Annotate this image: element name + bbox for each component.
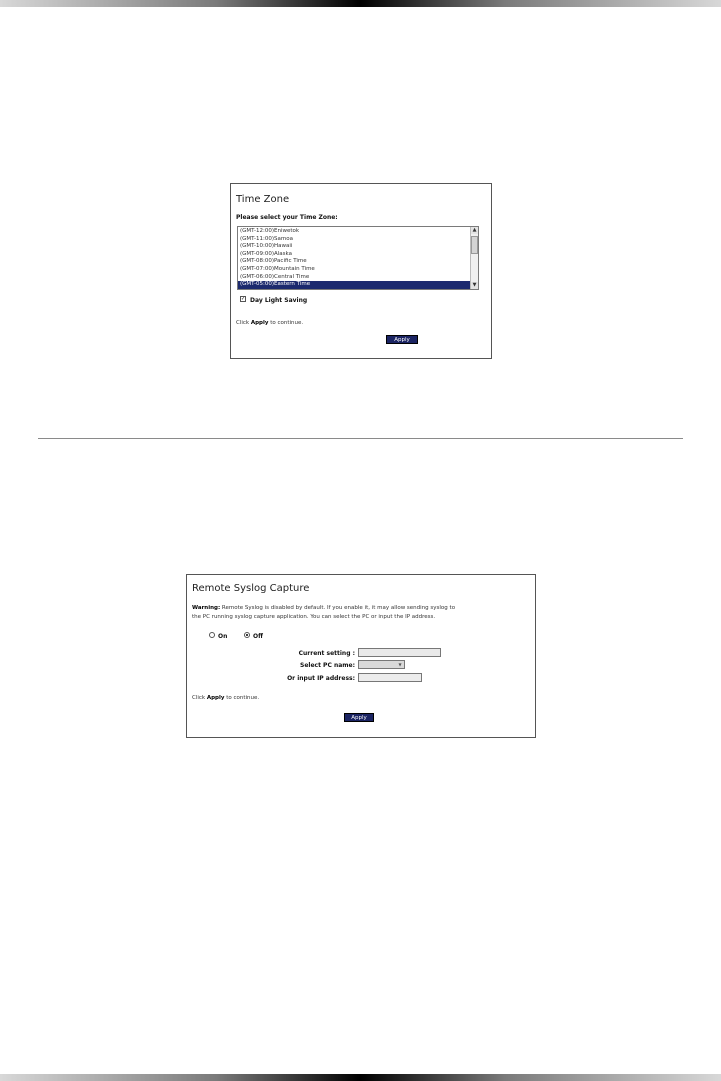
time-zone-option[interactable]: (GMT-11:00)Samoa [240, 235, 293, 242]
instruction-apply-word: Apply [206, 695, 225, 701]
syslog-instruction [192, 695, 259, 701]
on-radio-label: On [218, 633, 228, 640]
instruction-suffix: to continue. [268, 320, 304, 326]
time-zone-title: Time Zone [236, 194, 290, 205]
time-zone-option[interactable]: (GMT-12:00)Eniwetok [240, 228, 300, 234]
chevron-down-icon: ▼ [398, 662, 402, 667]
scroll-thumb[interactable] [471, 236, 478, 254]
syslog-warning-line-2: the PC running syslog capture application. You can select the PC or input the IP address. [192, 614, 436, 620]
time-zone-panel [230, 183, 492, 359]
time-zone-prompt: Please select your Time Zone: [236, 214, 338, 221]
select-pc-dropdown[interactable] [358, 660, 405, 669]
off-radio[interactable] [244, 632, 250, 638]
section-divider [38, 438, 683, 439]
instruction-suffix: to continue. [224, 695, 260, 701]
instruction-prefix: Click [192, 695, 207, 701]
ip-address-input[interactable] [358, 673, 422, 682]
time-zone-apply-button[interactable]: Apply [386, 335, 418, 344]
on-radio[interactable] [209, 632, 215, 638]
time-zone-listbox[interactable] [237, 226, 479, 290]
warning-bold: Warning: [192, 605, 221, 611]
syslog-title: Remote Syslog Capture [192, 583, 310, 594]
time-zone-option[interactable]: (GMT-05:00)Eastern Time [238, 281, 471, 289]
time-zone-option[interactable]: (GMT-06:00)Central Time [240, 273, 310, 280]
time-zone-option[interactable]: (GMT-07:00)Mountain Time [240, 265, 315, 272]
scroll-up-arrow-icon[interactable]: ▲ [472, 227, 477, 233]
bottom-decorative-bar [0, 1074, 721, 1081]
off-radio-label: Off [253, 633, 263, 640]
current-setting-label: Current setting : [298, 650, 355, 657]
syslog-warning-line-1 [192, 605, 455, 611]
checkmark-icon: ✓ [241, 296, 246, 302]
warning-text-1: Remote Syslog is disabled by default. If you enable it, it may allow sending syslog to [220, 605, 456, 611]
current-setting-field [358, 648, 441, 657]
scroll-down-arrow-icon[interactable]: ▼ [472, 282, 477, 288]
daylight-saving-checkbox[interactable] [240, 296, 246, 302]
instruction-prefix: Click [236, 320, 251, 326]
remote-syslog-panel [186, 574, 536, 738]
time-zone-options [238, 228, 471, 289]
syslog-apply-button[interactable]: Apply [344, 713, 374, 722]
time-zone-instruction [236, 320, 303, 326]
time-zone-option[interactable]: (GMT-08:00)Pacific Time [240, 258, 307, 265]
daylight-saving-label: Day Light Saving [250, 297, 308, 304]
instruction-apply-word: Apply [250, 320, 269, 326]
top-decorative-bar [0, 0, 721, 7]
time-zone-option[interactable]: (GMT-10:00)Hawaii [240, 243, 293, 250]
select-pc-label: Select PC name: [300, 662, 355, 669]
ip-address-label: Or input IP address: [287, 675, 355, 682]
time-zone-scrollbar[interactable] [470, 227, 478, 289]
time-zone-option[interactable]: (GMT-09:00)Alaska [240, 250, 292, 257]
